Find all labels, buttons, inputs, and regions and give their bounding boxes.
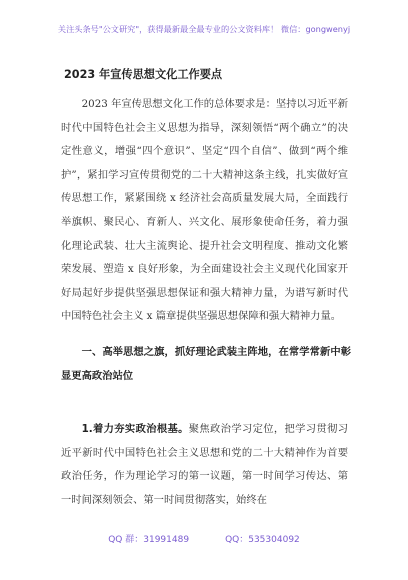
document-title: 2023 年宣传思想文化工作要点 bbox=[64, 68, 223, 81]
item-1-title: 1.着力夯实政治根基。 bbox=[81, 423, 189, 435]
footer-contact bbox=[0, 532, 408, 545]
header-promo: 关注头条号"公文研究"，获得最新最全最专业的公文资料库！ 微信：gongwenyj bbox=[57, 24, 351, 34]
item-1-body: 聚焦政治学习定位，把学习贯彻习近平新时代中国特色社会主义思想和党的二十大精神作为首要政治任务，作为理论学习的第一议题，第一时间学习传达、第一时间深刻领会、第一时间贯彻落实，始终在 bbox=[61, 423, 349, 506]
item-1-paragraph bbox=[61, 418, 348, 512]
footer-qq: QQ：535304092 bbox=[225, 535, 300, 545]
section-heading-1: 一、高举思想之旗，抓好理论武装主阵地，在常学常新中彰显更高政治站位 bbox=[61, 346, 351, 382]
intro-paragraph: 2023 年宣传思想文化工作的总体要求是：坚持以习近平新时代中国特色社会主义思想为指导，深刻领悟“两个确立”的决定性意义，增强“四个意识”、坚定“四个自信”、做到“两个维护”，紧扣学习宣传贯彻党的二十大精神这条主线，扎实做好宣传思想工作，紧紧围绕 x 经济社会高质量发展大局，全面践行举旗帜、聚民心、育新人、兴文化、展形象使命任务，着力强化理论武装、壮大主流舆论、提升社会文明程度、推动文化繁荣发展、塑造 x 良好形象，为全面建设社会主义现代化国家开好局起好步提供坚强思想保证和强大精神力量，为谱写新时代中国特色社会主义 x 篇章提供坚强思想保障和强大精神力量。 bbox=[61, 98, 348, 323]
footer-qq-group: QQ 群：31991489 bbox=[108, 535, 190, 545]
